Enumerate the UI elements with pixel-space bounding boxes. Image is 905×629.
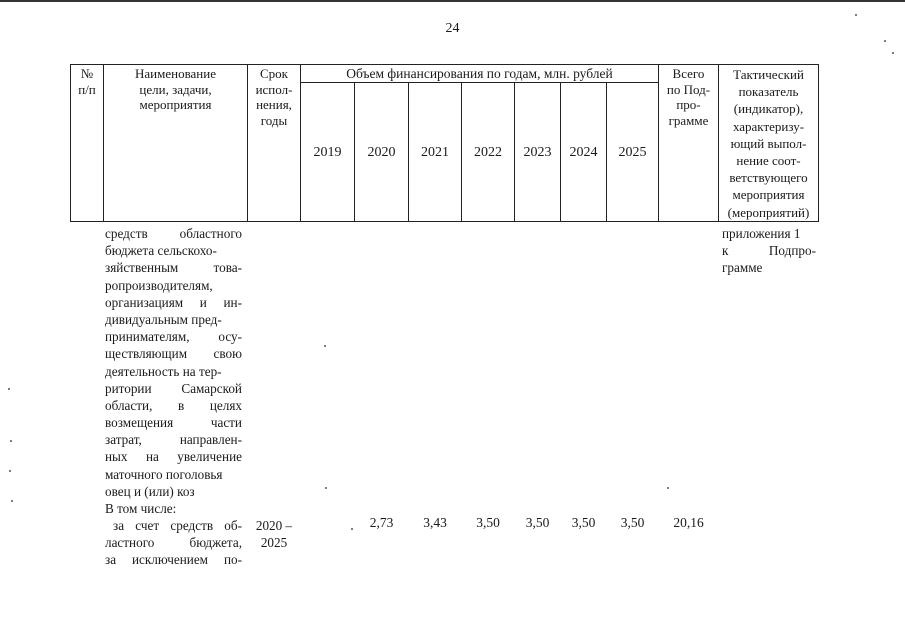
budget-name-line: за исключением по- xyxy=(105,552,242,568)
header-indicator xyxy=(719,66,818,221)
header-indicator-line: (индикатор), xyxy=(733,101,804,117)
header-term-line: Срок xyxy=(260,66,288,81)
header-year-2022: 2022 xyxy=(474,145,502,160)
value-2020: 2,73 xyxy=(369,515,394,530)
indicator-line: приложения 1 xyxy=(722,226,801,241)
table-border-top xyxy=(70,64,819,65)
measure-line: области, в целях xyxy=(105,397,242,413)
header-total xyxy=(659,66,718,128)
scan-speck xyxy=(8,388,10,390)
header-indicator-line: мероприятия xyxy=(732,187,805,203)
value-total: 20,16 xyxy=(673,515,704,530)
indicator-continuation xyxy=(722,225,816,277)
including-label: В том числе: xyxy=(105,501,177,516)
header-indicator-line: показатель xyxy=(738,84,799,100)
header-year-2023: 2023 xyxy=(523,145,552,160)
header-indicator-line: (мероприятий) xyxy=(727,204,810,220)
indicator-line: к Подпро- xyxy=(722,243,816,259)
header-term-line: годы xyxy=(260,112,288,128)
header-indicator-line: ющий выпол- xyxy=(730,135,807,151)
scan-speck xyxy=(667,487,669,489)
header-term xyxy=(248,66,300,128)
scan-speck xyxy=(10,440,12,442)
measure-line: затрат, направлен- xyxy=(105,432,242,448)
header-name-line: мероприятия xyxy=(139,97,212,112)
measure-line: зяйственным това- xyxy=(105,260,242,276)
scan-speck xyxy=(324,345,326,347)
measure-line: маточного поголовья xyxy=(105,466,223,482)
scan-speck xyxy=(892,52,894,54)
measure-line: бюджета сельскохо- xyxy=(105,243,217,259)
col-border-3 xyxy=(300,64,301,222)
value-2022: 3,50 xyxy=(476,515,500,530)
scan-speck xyxy=(884,40,886,42)
col-border-6 xyxy=(818,64,819,222)
header-term-line: нения, xyxy=(256,97,292,112)
measure-line: ропроизводителям, xyxy=(105,277,213,293)
scan-speck xyxy=(9,470,11,472)
header-number xyxy=(71,66,103,97)
header-name-line: цели, задачи, xyxy=(139,81,212,97)
measure-line: ритории Самарской xyxy=(105,380,242,396)
page-number: 24 xyxy=(445,21,460,36)
header-year-2025: 2025 xyxy=(618,145,647,160)
header-funding: Объем финансирования по годам, млн. рублей xyxy=(346,66,613,81)
header-year-2021: 2021 xyxy=(421,145,449,160)
scan-speck xyxy=(855,14,857,16)
value-2025: 3,50 xyxy=(620,515,645,530)
budget-row-term xyxy=(248,517,300,551)
header-total-line: грамме xyxy=(668,112,709,128)
header-total-line: про- xyxy=(676,97,701,112)
header-name xyxy=(104,66,247,113)
scan-speck xyxy=(325,487,327,489)
measure-name-continuation xyxy=(105,225,242,500)
measure-line: овец и (или) коз xyxy=(105,483,195,499)
measure-line: средств областного xyxy=(105,226,242,241)
measure-line: организациям и ин- xyxy=(105,294,242,310)
measure-line: ных на увеличение xyxy=(105,449,242,465)
value-2023: 3,50 xyxy=(525,515,550,530)
value-2024: 3,50 xyxy=(571,515,596,530)
indicator-line: грамме xyxy=(722,260,763,276)
header-number-line: п/п xyxy=(78,81,96,97)
header-indicator-line: характеризу- xyxy=(732,118,805,134)
budget-name-line: за счет средств об- xyxy=(113,518,242,533)
scan-edge xyxy=(0,0,905,2)
table-border-bottom xyxy=(70,221,819,222)
budget-term-line: 2025 xyxy=(260,535,288,551)
header-indicator-line: ветствующего xyxy=(729,170,808,186)
header-total-line: Всего xyxy=(672,66,705,81)
budget-term-line: 2020 – xyxy=(255,518,293,533)
measure-line: ществляющим свою xyxy=(105,346,242,362)
header-year-2024: 2024 xyxy=(569,145,598,160)
scan-speck xyxy=(11,500,13,502)
measure-line: дивидуальным пред- xyxy=(105,311,222,327)
value-2021: 3,43 xyxy=(423,515,447,530)
measure-line: возмещения части xyxy=(105,415,242,431)
measure-line: принимателям, осу- xyxy=(105,329,242,345)
header-total-line: по Под- xyxy=(666,81,711,97)
budget-row-name xyxy=(105,517,242,569)
header-name-line: Наименование xyxy=(135,66,216,81)
header-number-line: № xyxy=(80,66,94,81)
budget-name-line: ластного бюджета, xyxy=(105,535,242,551)
header-year-2019: 2019 xyxy=(313,145,342,160)
header-term-line: испол- xyxy=(255,81,293,97)
scan-speck xyxy=(351,528,353,530)
header-indicator-line: нение соот- xyxy=(736,153,801,169)
measure-line: деятельность на тер- xyxy=(105,363,222,379)
header-year-2020: 2020 xyxy=(367,145,396,160)
header-indicator-line: Тактический xyxy=(733,67,804,82)
